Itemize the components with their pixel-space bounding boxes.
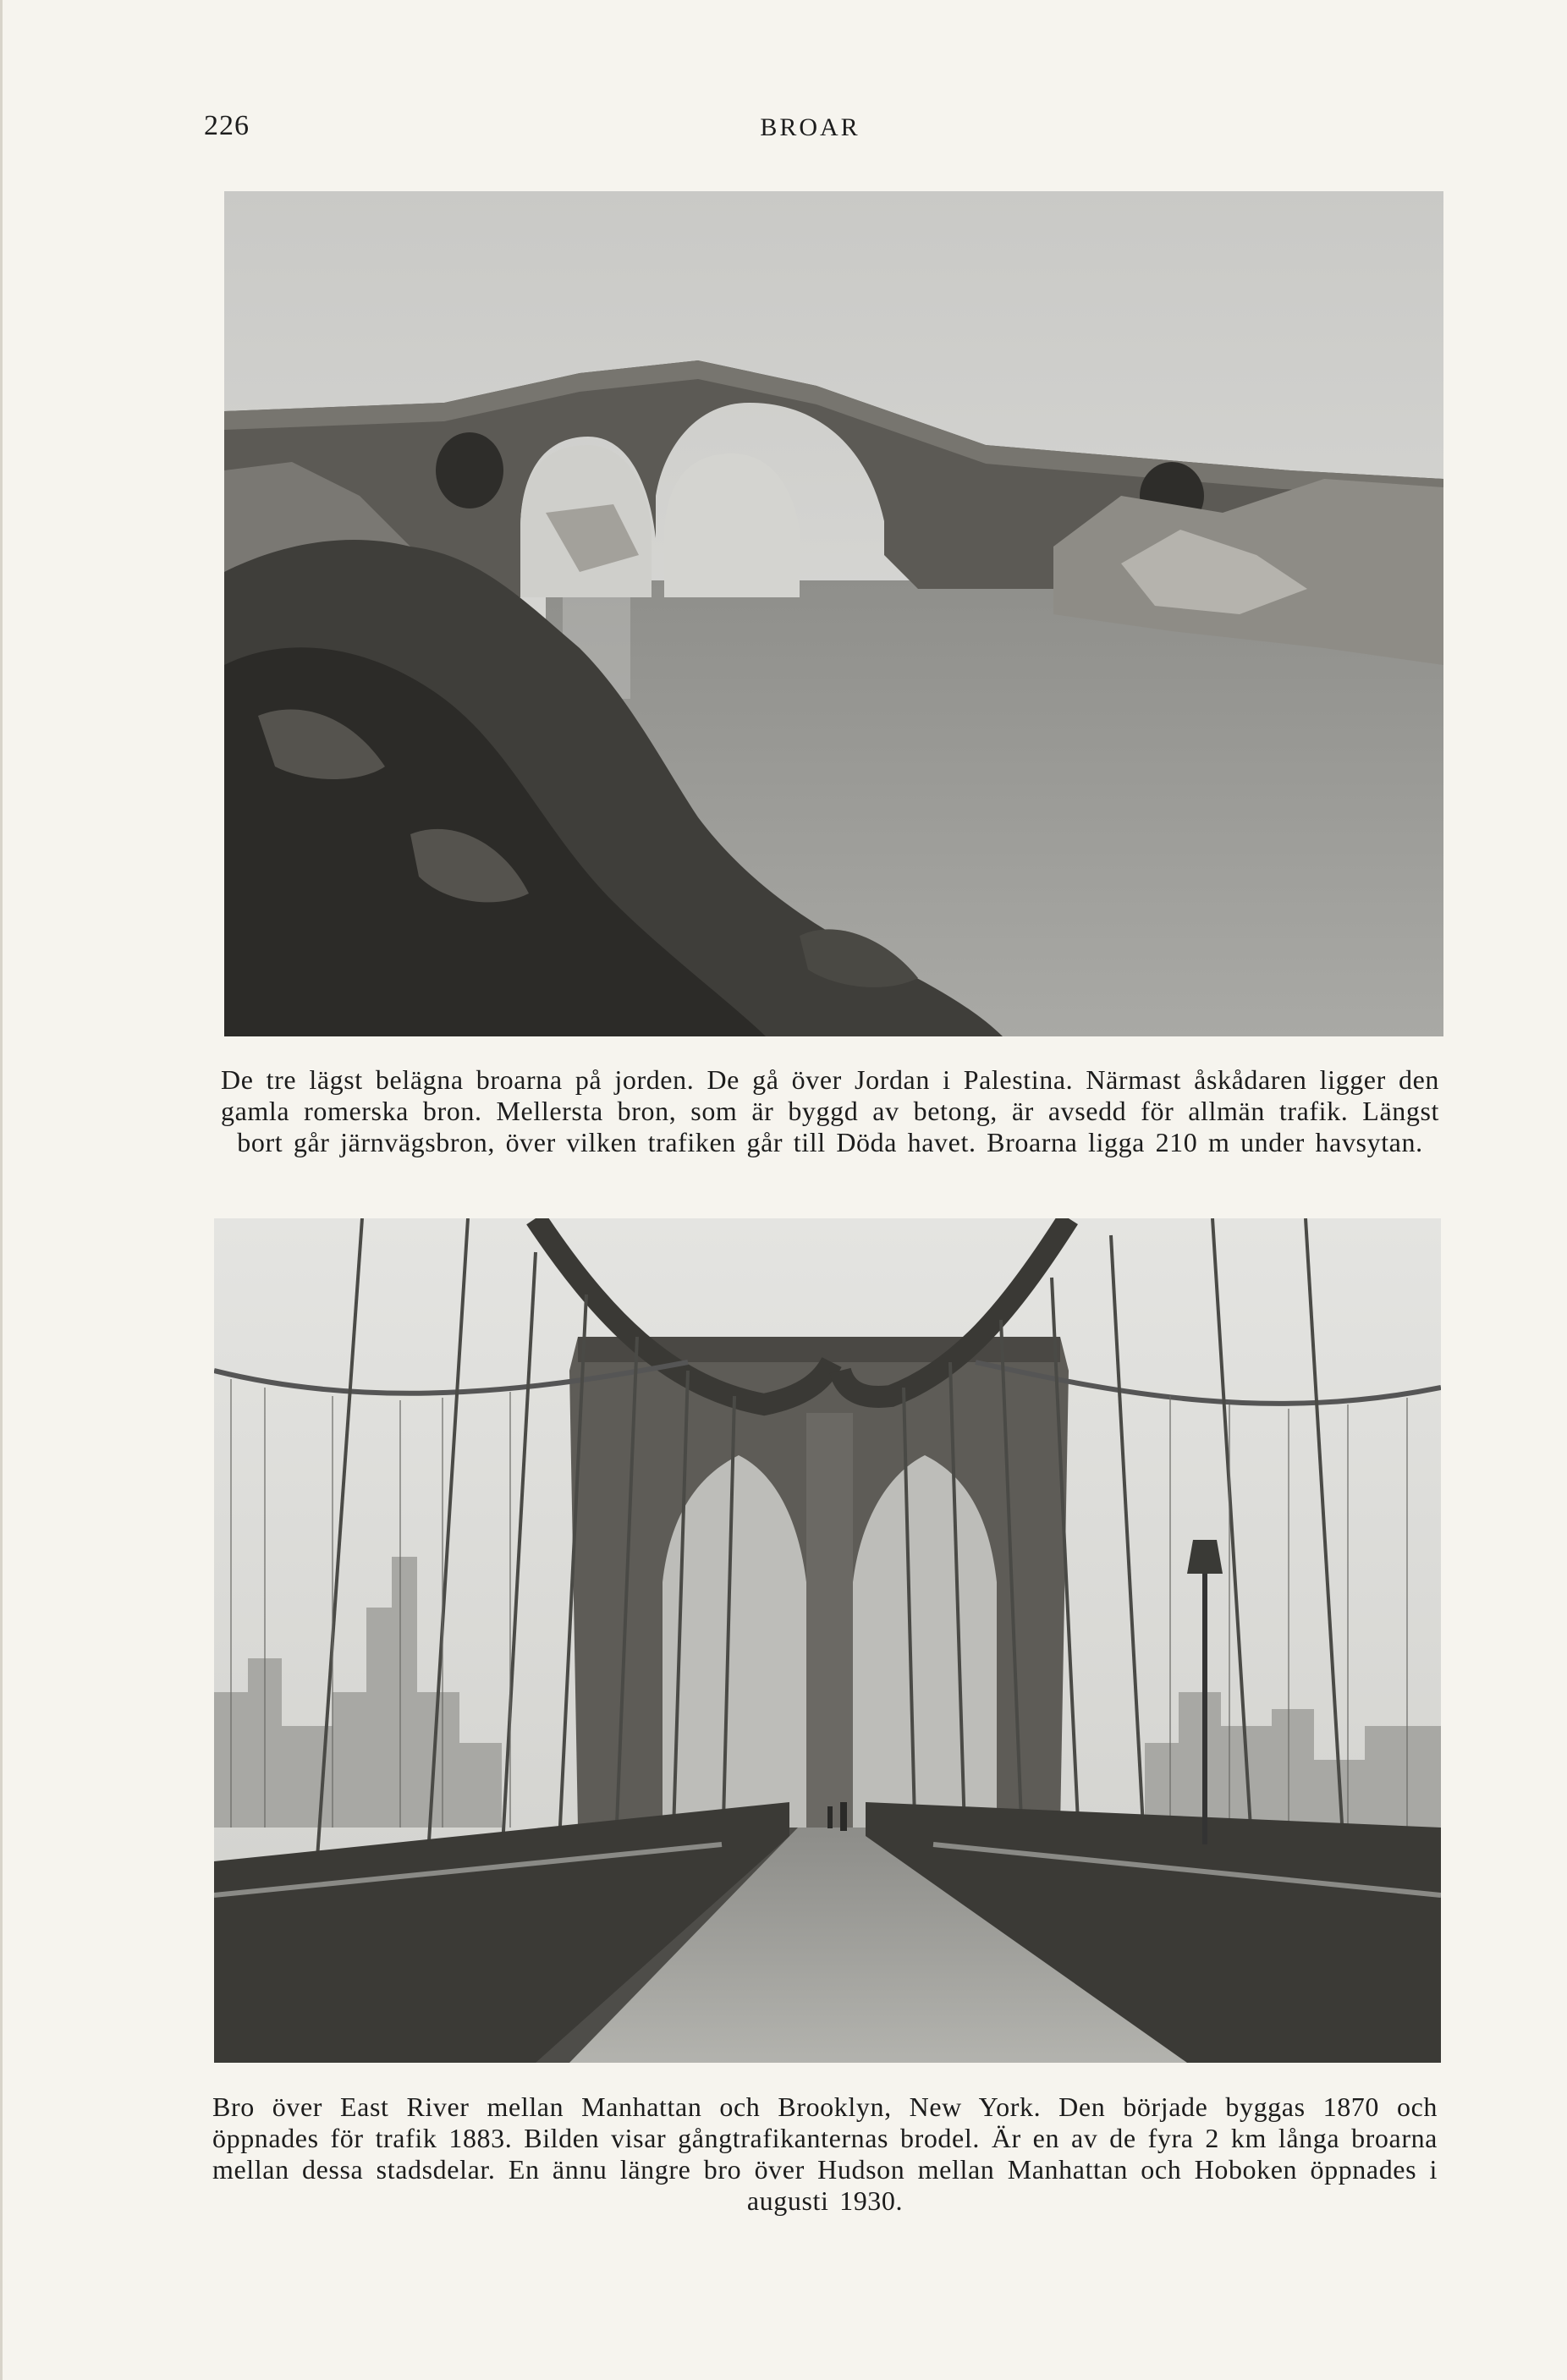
figure-caption-1: De tre lägst belägna broarna på jorden. De gå över Jordan i Palestina. Närmast åskådaren ligger den gamla romerska bron. Mellersta bron, som är byggd av betong, är avsedd för allmän trafik. Längst bort går järnvägsbron, över vilken trafiken går till Döda havet. Broarna ligga 210 m under havsytan.: [221, 1064, 1439, 1157]
photo-jordan-bridges: [224, 191, 1443, 1036]
photo-brooklyn-bridge: [214, 1218, 1441, 2063]
figure-caption-2: Bro över East River mellan Manhattan och Brooklyn, New York. Den började byggas 1870 och öppnades för trafik 1883. Bilden visar gångtrafikanternas brodel. Är en av de fyra 2 km långa broarna mellan dessa stadsdelar. En ännu längre bro över Hudson mellan Manhattan och Hoboken öppnades i augusti 1930.: [212, 2091, 1438, 2216]
running-head: BROAR: [760, 113, 860, 141]
page-header: [3, 110, 1567, 161]
page-number: 226: [204, 110, 250, 141]
